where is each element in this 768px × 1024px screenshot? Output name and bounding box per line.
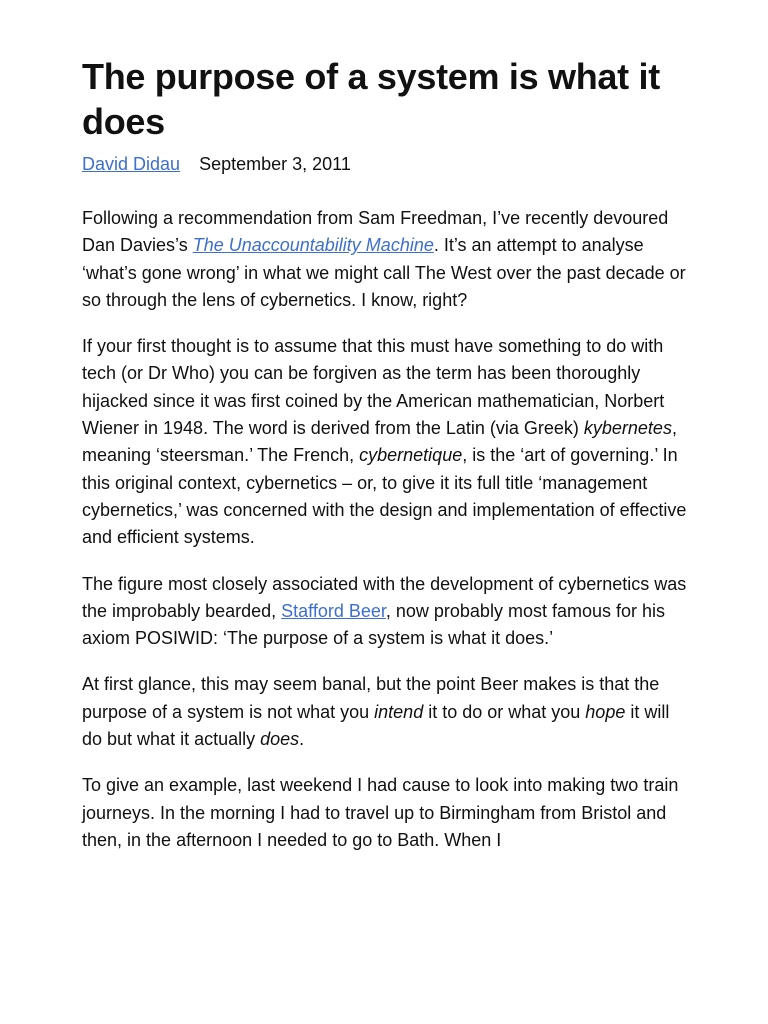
- paragraph-text: If your first thought is to assume that this must have something to do with tech (or Dr Who) you can be forgiven as the term has been thoroughly hijacked since it was first coined by the American mathematician, Norbert Wiener in 1948. The word is derived from the Latin (via Greek): [82, 336, 665, 439]
- emphasis-text: cybernetique: [359, 445, 463, 466]
- paragraph-text: it to do or what you: [423, 701, 586, 722]
- paragraph-3: [82, 571, 692, 653]
- paragraph-text: , meaning ‘steersman.’ The French,: [82, 418, 677, 466]
- paragraph-text: At first glance, this may seem banal, but the point Beer makes is that the purpose of a system is not what you: [82, 674, 660, 722]
- paragraph-4: [82, 671, 692, 753]
- publish-date: September 3, 2011: [199, 154, 351, 174]
- paragraph-text: it will do but what it actually: [82, 701, 670, 750]
- paragraph-2: [82, 333, 692, 551]
- emphasis-text: intend: [374, 701, 424, 722]
- book-link[interactable]: The Unaccountability Machine: [192, 235, 434, 256]
- emphasis-text: hope: [585, 701, 626, 722]
- paragraph-text: Following a recommendation from Sam Freedman, I’ve recently devoured Dan Davies’s: [82, 208, 669, 256]
- article-title: The purpose of a system is what it does: [82, 56, 660, 142]
- emphasis-text: kybernetes: [583, 418, 672, 439]
- paragraph-1: [82, 205, 692, 314]
- paragraph-text: , now probably most famous for his axiom POSIWID: ‘The purpose of a system is what it does.’: [82, 600, 665, 649]
- paragraph-text: . It’s an attempt to analyse ‘what’s gone wrong’ in what we might call The West over the past decade or so through the lens of cybernetics. I know, right?: [82, 235, 686, 310]
- paragraph-5: To give an example, last weekend I had cause to look into making two train journeys. In the morning I had to travel up to Birmingham from Bristol and then, in the afternoon I needed to go to Bath. When I: [82, 775, 679, 850]
- author-link[interactable]: David Didau: [82, 154, 181, 174]
- stafford-beer-link[interactable]: Stafford Beer: [281, 600, 386, 621]
- paragraph-text: , is the ‘art of governing.’ In this original context, cybernetics – or, to give it its full title ‘management cybernetics,’ was concerned with the design and implementation of effective and efficient systems.: [82, 445, 687, 548]
- article: [82, 54, 692, 873]
- paragraph-text: .: [299, 729, 305, 750]
- article-meta: [82, 151, 692, 177]
- emphasis-text: does: [260, 729, 300, 750]
- paragraph-text: The figure most closely associated with the development of cybernetics was the improbably bearded,: [82, 573, 687, 621]
- article-body: [82, 205, 692, 854]
